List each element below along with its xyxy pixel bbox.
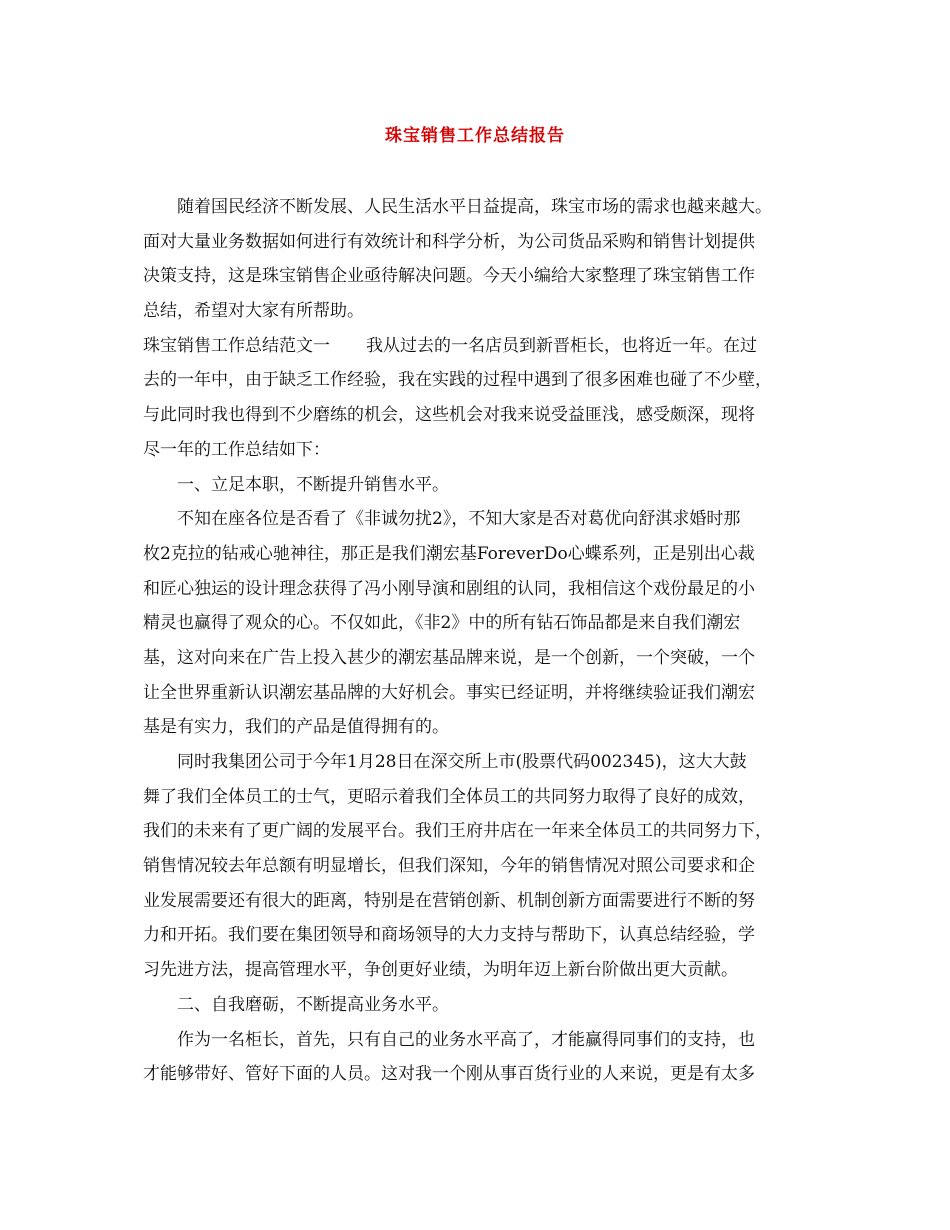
text-line: 总结，希望对大家有所帮助。 xyxy=(143,301,364,322)
text-line: 才能够带好、管好下面的人员。这对我一个刚从事百货行业的人来说，更是有太多 xyxy=(143,1064,755,1085)
text-line: 不知在座各位是否看了《非诚勿扰2》，不知大家是否对葛优向舒淇求婚时那 xyxy=(177,509,741,530)
text-line: 作为一名柜长，首先，只有自己的业务水平高了，才能赢得同事们的支持，也 xyxy=(177,1029,755,1050)
text-line: 同时我集团公司于今年1月28日在深交所上市(股票代码002345)，这大大鼓 xyxy=(177,752,747,772)
text-line: 尽一年的工作总结如下： xyxy=(143,439,330,460)
text-line: 与此同时我也得到不少磨练的机会，这些机会对我来说受益匪浅，感受颇深，现将 xyxy=(143,405,755,426)
text-line: 决策支持，这是珠宝销售企业亟待解决问题。今天小编给大家整理了珠宝销售工作 xyxy=(143,266,755,287)
text-line: 去的一年中，由于缺乏工作经验，我在实践的过程中遇到了很多困难也碰了不少壁， xyxy=(143,370,772,391)
text-line: 枚2克拉的钻戒心驰神往，那正是我们潮宏基ForeverDo心蝶系列，正是别出心裁 xyxy=(143,543,755,564)
text-line: 和匠心独运的设计理念获得了冯小刚导演和剧组的认同，我相信这个戏份最足的小 xyxy=(143,578,755,599)
text-line: 基，这对向来在广告上投入甚少的潮宏基品牌来说，是一个创新，一个突破，一个 xyxy=(143,647,755,668)
text-line: 面对大量业务数据如何进行有效统计和科学分析，为公司货品采购和销售计划提供 xyxy=(143,231,755,252)
text-line: 业发展需要还有很大的距离，特别是在营销创新、机制创新方面需要进行不断的努 xyxy=(143,890,755,911)
text-line: 我们的未来有了更广阔的发展平台。我们王府井店在一年来全体员工的共同努力下， xyxy=(143,821,772,842)
text-line: 让全世界重新认识潮宏基品牌的大好机会。事实已经证明，并将继续验证我们潮宏 xyxy=(143,682,755,703)
text-line: 精灵也赢得了观众的心。不仅如此，《非2》中的所有钻石饰品都是来自我们潮宏 xyxy=(143,613,741,634)
text-line: 基是有实力，我们的产品是值得拥有的。 xyxy=(143,717,449,738)
section-heading: 珠宝销售工作总结范文一 xyxy=(143,335,330,356)
text-line: 随着国民经济不断发展、人民生活水平日益提高，珠宝市场的需求也越来越大。 xyxy=(177,197,772,217)
text-line-split xyxy=(143,329,833,364)
section-heading: 二、自我磨砺，不断提高业务水平。 xyxy=(177,994,449,1015)
text-line: 力和开拓。我们要在集团领导和商场领导的大力支持与帮助下，认真总结经验，学 xyxy=(143,925,755,946)
text-line: 销售情况较去年总额有明显增长，但我们深知，今年的销售情况对照公司要求和企 xyxy=(143,856,755,877)
text-line: 舞了我们全体员工的士气，更昭示着我们全体员工的共同努力取得了良好的成效， xyxy=(143,786,755,807)
document-body xyxy=(143,190,833,1092)
section-heading: 一、立足本职，不断提升销售水平。 xyxy=(177,474,449,495)
text-line: 习先进方法，提高管理水平，争创更好业绩，为明年迈上新台阶做出更大贡献。 xyxy=(143,960,738,981)
document-title: 珠宝销售工作总结报告 xyxy=(385,126,565,146)
text-fragment: 我从过去的一名店员到新晋柜长，也将近一年。在过 xyxy=(366,335,757,356)
